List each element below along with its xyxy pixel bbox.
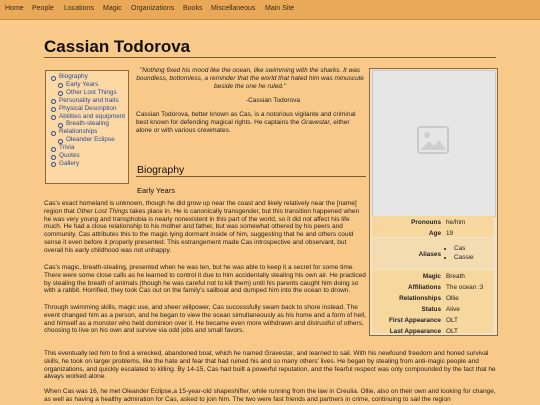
info-value: Ollie <box>446 295 459 302</box>
info-value: Breath <box>446 273 465 280</box>
toc-other-lost-things[interactable]: Other Lost Things <box>66 89 128 97</box>
info-key: Status <box>421 306 441 313</box>
info-key: First Appearance <box>389 317 441 324</box>
info-value: The ocean :3 <box>446 284 484 291</box>
toc-abilities[interactable]: Abilities and equipment <box>59 113 128 121</box>
info-key: Age <box>428 230 441 237</box>
body-paragraph-3: Through swimming skills, magic use, and sheer willpower, Cas successfully swam back to shore instead. The event changed him as a person, and he began to view the ocean simultaneously as his home and a form of hell, and himself as a monster who held dominion over it. He became even more withdrawn and distrustful of others, choosing to live on his own and survive via odd jobs and small favors. <box>44 304 366 335</box>
subsection-heading-early-years: Early Years <box>137 186 175 195</box>
nav-locations[interactable]: Locations <box>64 5 94 12</box>
alias-item: • Cas <box>454 245 503 254</box>
nav-magic[interactable]: Magic <box>103 5 122 12</box>
body-paragraph-4 <box>44 350 496 381</box>
toc-trivia[interactable]: Trivia <box>59 144 128 152</box>
body-text: takes place in. He is canonically transgender, but this transition happened when he was very young and transphobia is nearly nonexistent in this part of the world, so it did not affect his life much. He had a close relationship to his mother and father, but was somewhat othered by his peers and community. Cas attributes this to the magic lying dormant inside of him, suggesting that he and others could sense it even before it properly presented. This estrangement made Cas introspective and observant, but overall his early childhood was not unhappy. <box>44 207 360 254</box>
nav-books[interactable]: Books <box>183 5 203 12</box>
intro-ship-name: Gravestar <box>301 119 330 126</box>
top-nav <box>0 0 540 20</box>
info-value: Alive <box>446 306 460 313</box>
nav-people[interactable]: People <box>32 5 54 12</box>
info-value: he/him <box>446 219 466 226</box>
info-key: Pronouns <box>411 219 441 226</box>
toc-gallery[interactable]: Gallery <box>59 160 128 168</box>
body-text: , and learned to sail. With his newfound freedom and honed survival skills, he took on larger problems, like the hate and fear that had ruined his and so many others' lives. He began by stealing from anti-magic people and organizations, and quickly escalated to killing. By 14-15, Cas had built a powerful reputation, and the fearful respect was only compounded by the fact that he always worked alone. <box>44 350 496 381</box>
toc-oleander-eclipse[interactable]: Oleander Eclipse <box>66 136 128 144</box>
character-infobox <box>369 68 498 336</box>
body-paragraph-5: When Cas was 16, he met Oleander Eclipse,a 15-year-old shapeshifter, while running from the law in Creulia. Ollie, also on their own and looking for change, as well as having a healthy admiration for Cas, asked to join him. The two were fast friends and partners in crime, continuing to sail the region <box>44 388 496 403</box>
body-text: This eventually led him to find a wrecked, abandoned boat, which he named <box>44 350 265 357</box>
section-divider <box>136 176 366 177</box>
page-title: Cassian Todorova <box>44 37 191 56</box>
toc-breath-stealing[interactable]: Breath-stealing <box>66 120 128 128</box>
info-key: Relationships <box>399 295 441 302</box>
alias-item: • Cassie <box>454 254 503 263</box>
toc-early-years[interactable]: Early Years <box>66 81 128 89</box>
info-key: Last Appearance <box>389 328 441 335</box>
toc-relationships[interactable]: Relationships <box>59 128 128 136</box>
toc-personality[interactable]: Personality and traits <box>59 97 128 105</box>
nav-organizations[interactable]: Organizations <box>131 5 175 12</box>
book-title: Other Lost Things <box>76 207 129 215</box>
body-paragraph-1 <box>44 200 366 255</box>
info-key: Affiliations <box>407 284 441 291</box>
alias-list <box>446 245 503 262</box>
title-divider <box>44 57 496 58</box>
body-text: Cas's exact homeland is unknown, though he did grow up near the coast and likely relatively near the [name] region that <box>44 200 357 215</box>
info-value: OLT <box>446 317 458 324</box>
info-key: Magic <box>422 273 441 280</box>
image-placeholder-icon <box>417 126 449 154</box>
info-value: 19 <box>446 230 454 237</box>
nav-miscellaneous[interactable]: Miscellaneous <box>211 5 256 12</box>
section-heading-biography: Biography <box>137 164 185 176</box>
intro-paragraph <box>136 111 366 135</box>
intro-text-end: , either alone or with various crewmates. <box>136 119 350 134</box>
toc-physical-description[interactable]: Physical Description <box>59 105 128 113</box>
nav-main-site[interactable]: Main Site <box>265 5 295 12</box>
info-value: OLT <box>446 328 458 335</box>
quote-attribution: -Cassian Todorova <box>245 97 301 104</box>
toc-quotes[interactable]: Quotes <box>59 152 128 160</box>
intro-text: Cassian Todorova, better known as Cas, is a notorious vigilante and criminal best known for defending magical rights. He captains the <box>136 111 356 126</box>
body-paragraph-2: Cas's magic, breath-stealing, presented when he was ten, but he was able to keep it a secret for some time. There were some close calls as he learned to control it due to him accidentally stealing his own air. He practiced by stealing the breath of animals (though he was careful not to kill them) until his parents caught him doing so with a rabbit. Horrified, they took Cas out on the family's sailboat and dumped him into the ocean to drown. <box>44 264 366 295</box>
nav-home[interactable]: Home <box>5 5 24 12</box>
ship-name: Gravestar <box>264 350 293 357</box>
character-image-placeholder <box>372 70 496 217</box>
table-of-contents <box>45 70 129 184</box>
info-key: Aliases <box>418 251 441 258</box>
epigraph-quote: "Nothing fixed his mood like the ocean, like swimming with the sharks. It was boundless, bottomless, a reminder that the world that hated him was minuscule beside the one he ruled." <box>136 67 364 90</box>
toc-biography[interactable]: Biography <box>59 73 128 81</box>
